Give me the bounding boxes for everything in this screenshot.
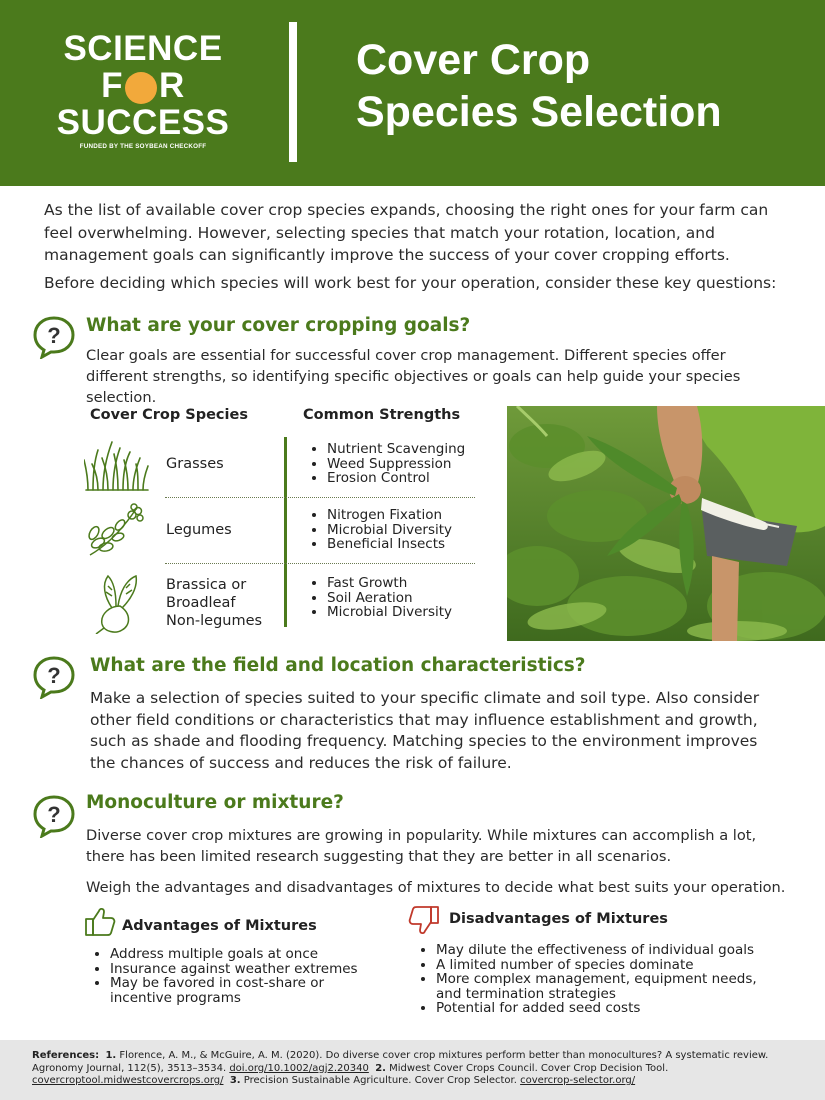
species-brassica xyxy=(166,576,262,630)
svg-text:?: ? xyxy=(47,802,61,827)
intro-paragraph: As the list of available cover crop species expands, choosing the right ones for your farm can feel overwhelming. However, selecting species that match your rotation, location, and management goals can significantly improve the success of your cover cropping efforts. xyxy=(44,201,769,264)
list-item: • Microbial Diversity xyxy=(327,605,452,620)
title-line-1: Cover Crop xyxy=(356,36,591,84)
science-for-success-logo xyxy=(48,30,238,150)
disadvantages-list xyxy=(418,943,776,1016)
page-title xyxy=(356,34,796,138)
thumbs-up-icon xyxy=(84,905,116,937)
list-item: • More complex management, equipment needs, and termination strategies xyxy=(436,972,776,1001)
legume-icon xyxy=(84,503,148,561)
ref-number: 2. xyxy=(375,1062,386,1074)
list-item: • Fast Growth xyxy=(327,576,452,591)
ref-1-link[interactable]: doi.org/10.1002/agj2.20340 xyxy=(229,1062,369,1074)
list-item: • May be favored in cost-share or incentive programs xyxy=(110,976,390,1005)
list-item: • Erosion Control xyxy=(327,471,465,486)
question-bubble-icon xyxy=(32,794,76,838)
section-goals-text: Clear goals are essential for successful cover crop management. Different species offer different strengths, so identifying specific objectives or goals can help guide your species selection. xyxy=(86,347,741,406)
section-mixture-text-2: Weigh the advantages and disadvantages of mixtures to decide what best suits your operation. xyxy=(86,879,786,896)
table-row-separator xyxy=(165,563,475,564)
intro-question-lead: Before deciding which species will work best for your operation, consider these key questions: xyxy=(44,274,777,292)
list-item: • Address multiple goals at once xyxy=(110,947,390,962)
logo-orange-dot xyxy=(125,72,157,104)
svg-text:?: ? xyxy=(47,323,61,348)
table-col-species: Cover Crop Species xyxy=(90,407,248,423)
list-item: • Microbial Diversity xyxy=(327,523,452,538)
list-item: • Weed Suppression xyxy=(327,457,465,472)
ref-number: 3. xyxy=(229,1075,241,1086)
species-brassica-line: Broadleaf xyxy=(166,595,236,611)
disadvantages-title: Disadvantages of Mixtures xyxy=(449,911,668,927)
brassica-strengths xyxy=(312,576,452,620)
svg-text:?: ? xyxy=(47,663,61,688)
species-legumes: Legumes xyxy=(166,522,232,538)
table-vertical-rule xyxy=(284,437,287,627)
section-location-heading: What are the field and location characteristics? xyxy=(90,655,586,676)
header-divider xyxy=(289,22,297,162)
question-bubble-icon xyxy=(32,315,76,359)
table-row-separator xyxy=(165,497,475,498)
table-col-strengths: Common Strengths xyxy=(303,407,461,423)
field-radish-photo xyxy=(507,406,825,641)
references-text xyxy=(32,1050,800,1088)
list-item: • A limited number of species dominate xyxy=(436,958,776,973)
grass-icon xyxy=(84,438,150,492)
advantages-title: Advantages of Mixtures xyxy=(122,918,317,934)
legumes-strengths xyxy=(312,508,452,552)
title-line-2: Species Selection xyxy=(356,88,722,136)
logo-r: R xyxy=(159,66,185,105)
species-brassica-line: Non-legumes xyxy=(166,613,263,629)
list-item: • Nutrient Scavenging xyxy=(327,442,465,457)
list-item: • Insurance against weather extremes xyxy=(110,962,390,977)
section-mixture-text: Diverse cover crop mixtures are growing in popularity. While mixtures can accomplish a lot, there has been limited research suggesting that they are better in all scenarios. xyxy=(86,827,757,865)
species-brassica-line: Brassica or xyxy=(166,577,247,593)
section-location-text: Make a selection of species suited to your specific climate and soil type. Also consider other field conditions or characteristics that may influence establishment and growth, such as shade and flooding frequency. Matching species to the environment improves the chances of success and reduces the risk of failure. xyxy=(90,689,760,772)
ref-number: 1. xyxy=(105,1050,117,1061)
ref-2-link[interactable]: covercroptool.midwestcovercrops.org/ xyxy=(32,1075,224,1086)
section-goals-heading: What are your cover cropping goals? xyxy=(86,315,471,336)
species-grasses: Grasses xyxy=(166,456,224,472)
ref-3: Precision Sustainable Agriculture. Cover Crop Selector. xyxy=(240,1075,521,1086)
ref-1: Florence, A. M., & McGuire, A. M. (2020). Do diverse cover crop mixtures perform better than monocultures? A systematic review. Agronomy Journal, 112(5), 3513–3534. xyxy=(32,1050,769,1074)
list-item: • Nitrogen Fixation xyxy=(327,508,452,523)
question-bubble-icon xyxy=(32,655,76,699)
list-item: • Soil Aeration xyxy=(327,591,452,606)
list-item: • Beneficial Insects xyxy=(327,537,452,552)
logo-line-3: SUCCESS xyxy=(56,103,230,142)
references-label: References: xyxy=(32,1050,100,1061)
list-item: • May dilute the effectiveness of individual goals xyxy=(436,943,776,958)
radish-icon xyxy=(92,572,148,634)
thumbs-down-icon xyxy=(408,905,440,937)
ref-3-link[interactable]: covercrop-selector.org/ xyxy=(520,1075,636,1086)
ref-2: Midwest Cover Crops Council. Cover Crop Decision Tool. xyxy=(385,1062,669,1074)
logo-f: F xyxy=(101,66,124,105)
advantages-list xyxy=(92,947,390,1005)
list-item: • Potential for added seed costs xyxy=(436,1001,776,1016)
logo-tagline: FUNDED BY THE SOYBEAN CHECKOFF xyxy=(79,143,207,150)
grasses-strengths xyxy=(312,442,465,486)
logo-line-1: SCIENCE xyxy=(63,29,223,68)
section-mixture-heading: Monoculture or mixture? xyxy=(86,792,344,813)
